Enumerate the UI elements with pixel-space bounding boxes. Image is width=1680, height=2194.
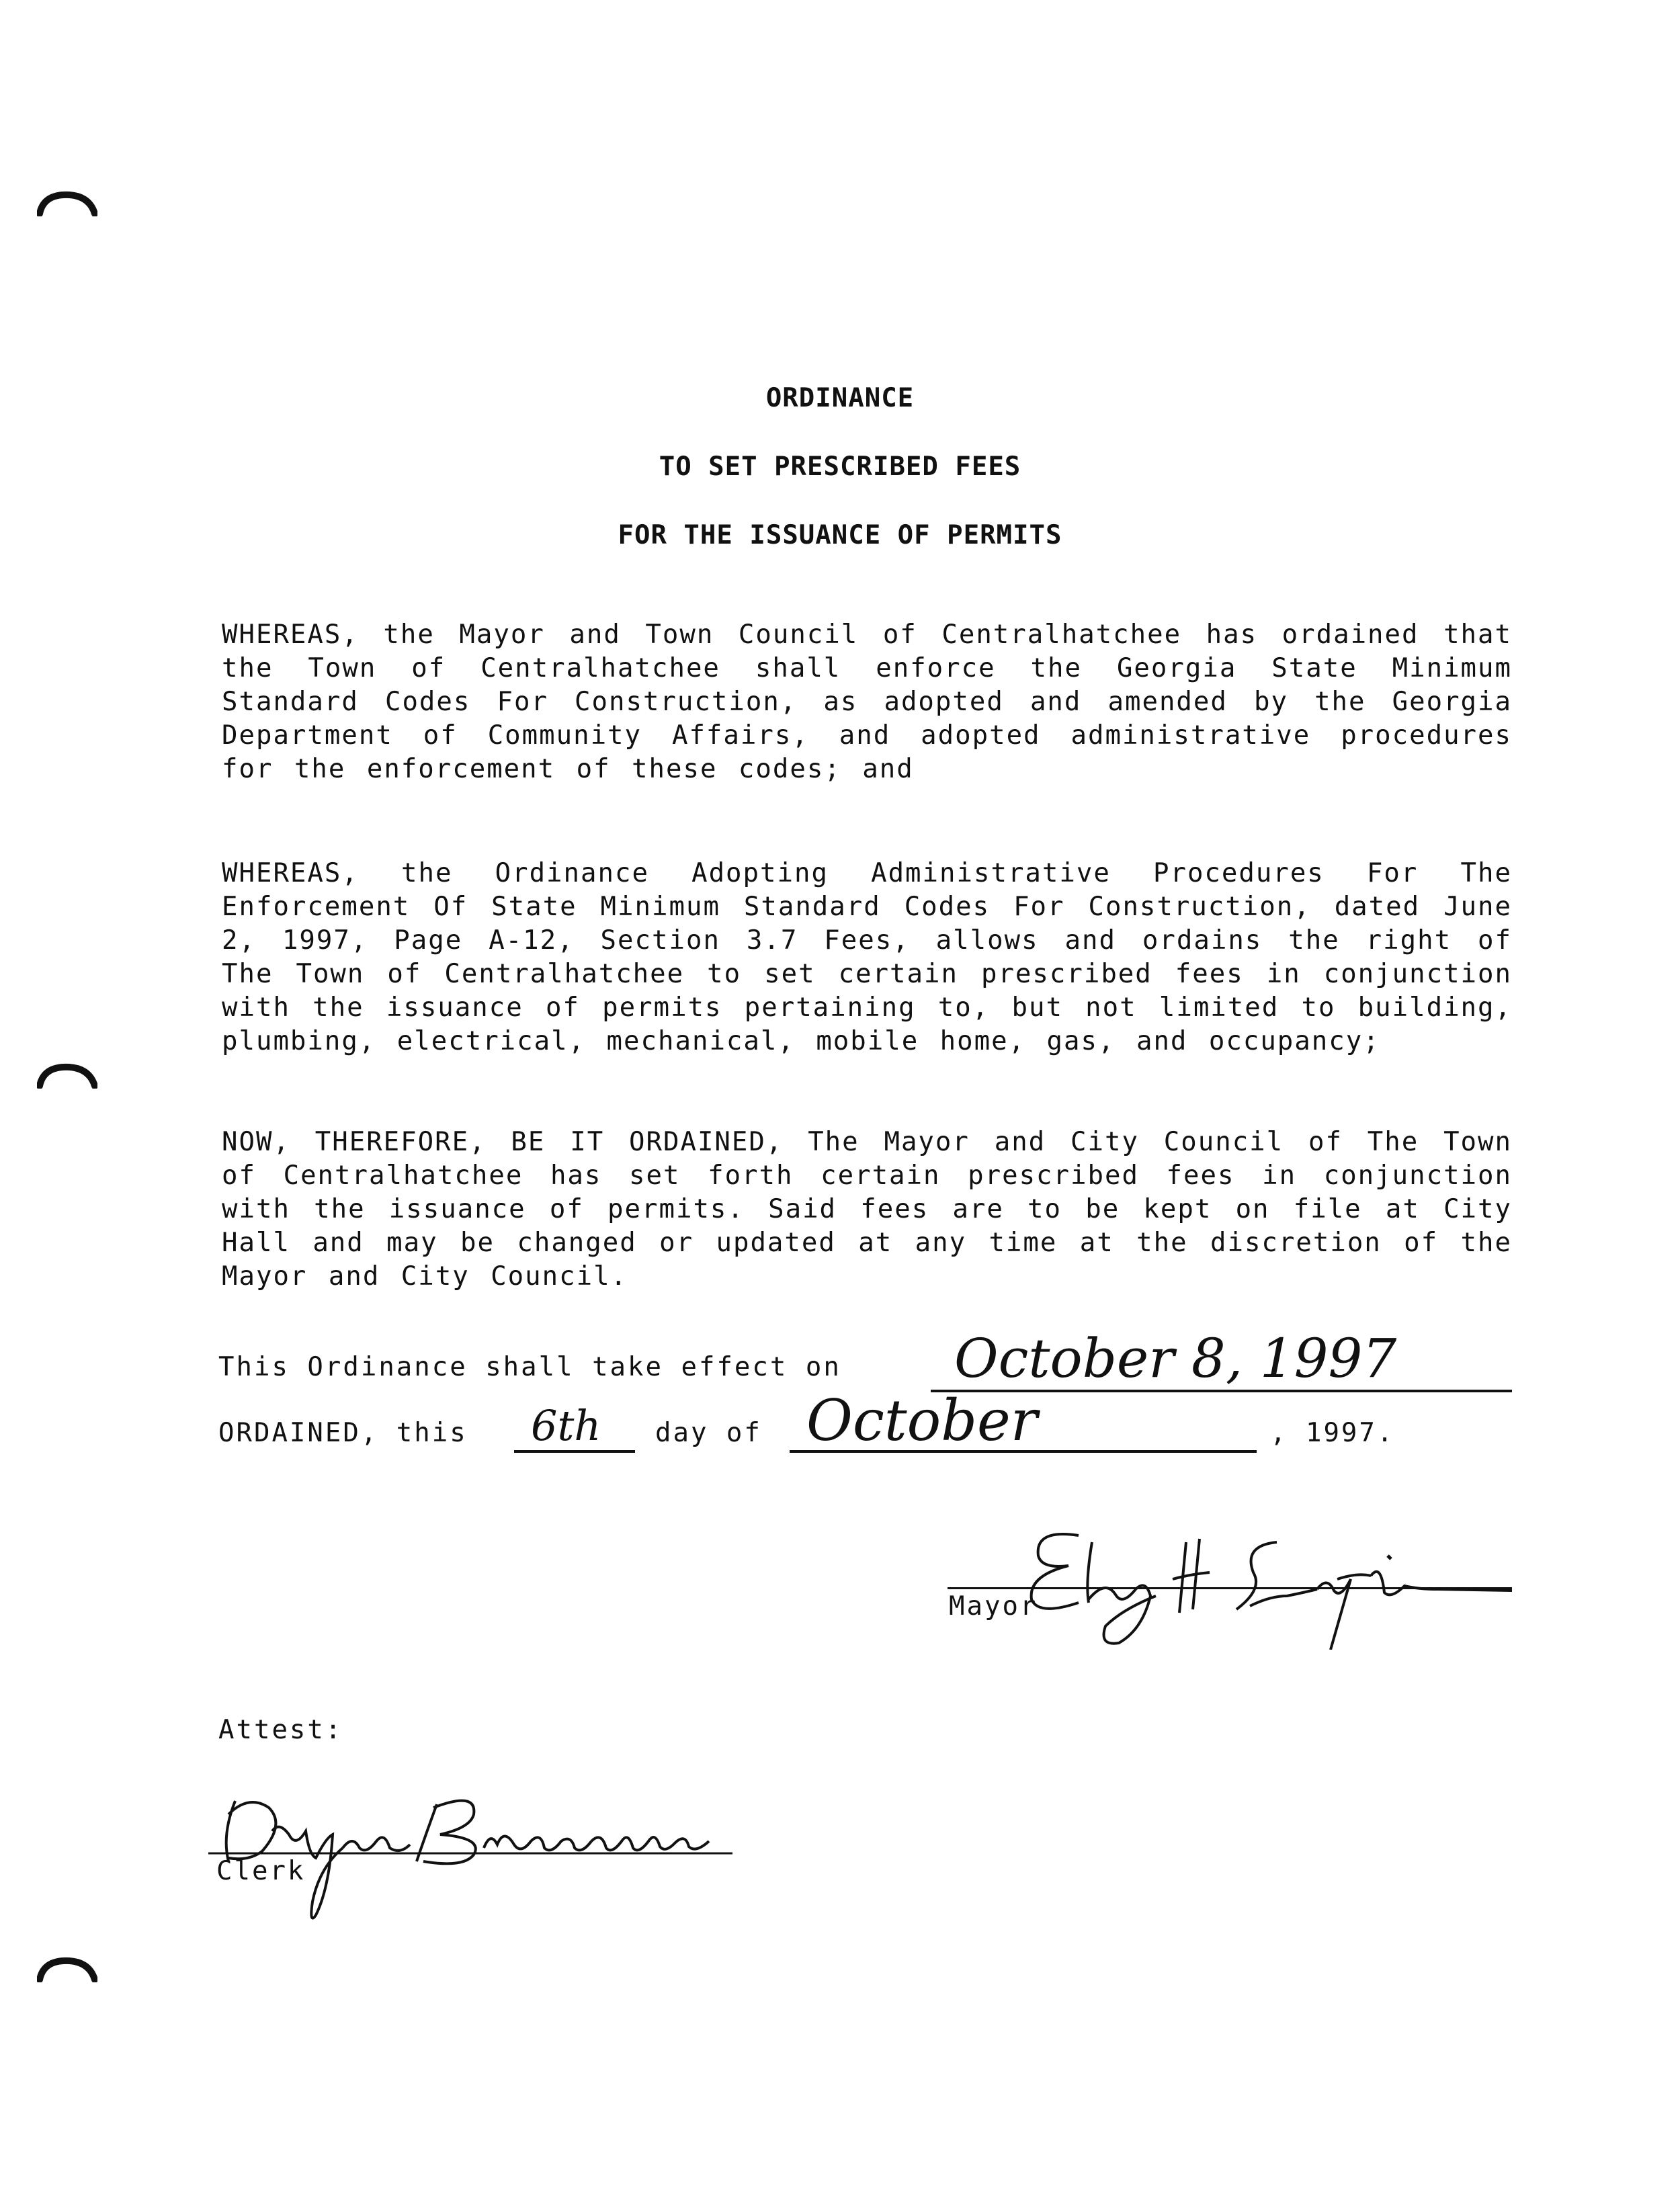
document-subtitle-2: FOR THE ISSUANCE OF PERMITS	[618, 520, 1062, 550]
ordained-label-end: , 1997.	[1270, 1418, 1395, 1448]
punch-mark-top	[37, 189, 97, 216]
clerk-label: Clerk	[216, 1856, 306, 1886]
paragraph-whereas-2: WHEREAS, the Ordinance Adopting Administrative Procedures For The Enforcement Of State Minimum Standard Codes For Construction, dated June 2, 1997, Page A-12, Section 3.7 Fees, allows and ordains the right of The Town of Centralhatchee to set certain prescribed fees in conjunction with the issuance of permits pertaining to, but not limited to building, plumbing, electrical, mechanical, mobile home, gas, and occupancy;	[222, 858, 1512, 1056]
effective-date-label: This Ordinance shall take effect on	[218, 1352, 841, 1382]
paragraph-now-therefore: NOW, THEREFORE, BE IT ORDAINED, The Mayor and City Council of The Town of Centralhatchee has set forth certain prescribed fees in conjunction with the issuance of permits. Said fees are to be kept on file at City Hall and may be changed or updated at any time at the discretion of the Mayor and City Council.	[222, 1127, 1512, 1292]
clerk-signature	[208, 1774, 759, 1929]
document-title: ORDINANCE	[765, 383, 915, 413]
mayor-label: Mayor	[949, 1591, 1038, 1621]
ordained-month-handwritten: October	[806, 1388, 1038, 1453]
attest-label: Attest:	[218, 1715, 343, 1745]
effective-date-handwritten: October 8, 1997	[954, 1327, 1397, 1390]
ordained-day-handwritten: 6th	[531, 1401, 601, 1450]
paragraph-whereas-1: WHEREAS, the Mayor and Town Council of Centralhatchee has ordained that the Town of Centralhatchee shall enforce the Georgia State Minimum Standard Codes For Construction, as adopted and amended by the Georgia Department of Community Affairs, and adopted administrative procedures for the enforcement of these codes; and	[222, 620, 1512, 784]
ordained-day-underline	[514, 1450, 635, 1453]
mayor-signature	[954, 1515, 1525, 1650]
ordained-label-mid: day of	[655, 1418, 762, 1448]
punch-mark-middle	[37, 1062, 97, 1089]
document-subtitle-1: TO SET PRESCRIBED FEES	[659, 452, 1021, 482]
mayor-signature-line	[948, 1587, 1512, 1589]
punch-mark-bottom	[37, 1955, 97, 1982]
ordained-label-start: ORDAINED, this	[218, 1418, 468, 1448]
